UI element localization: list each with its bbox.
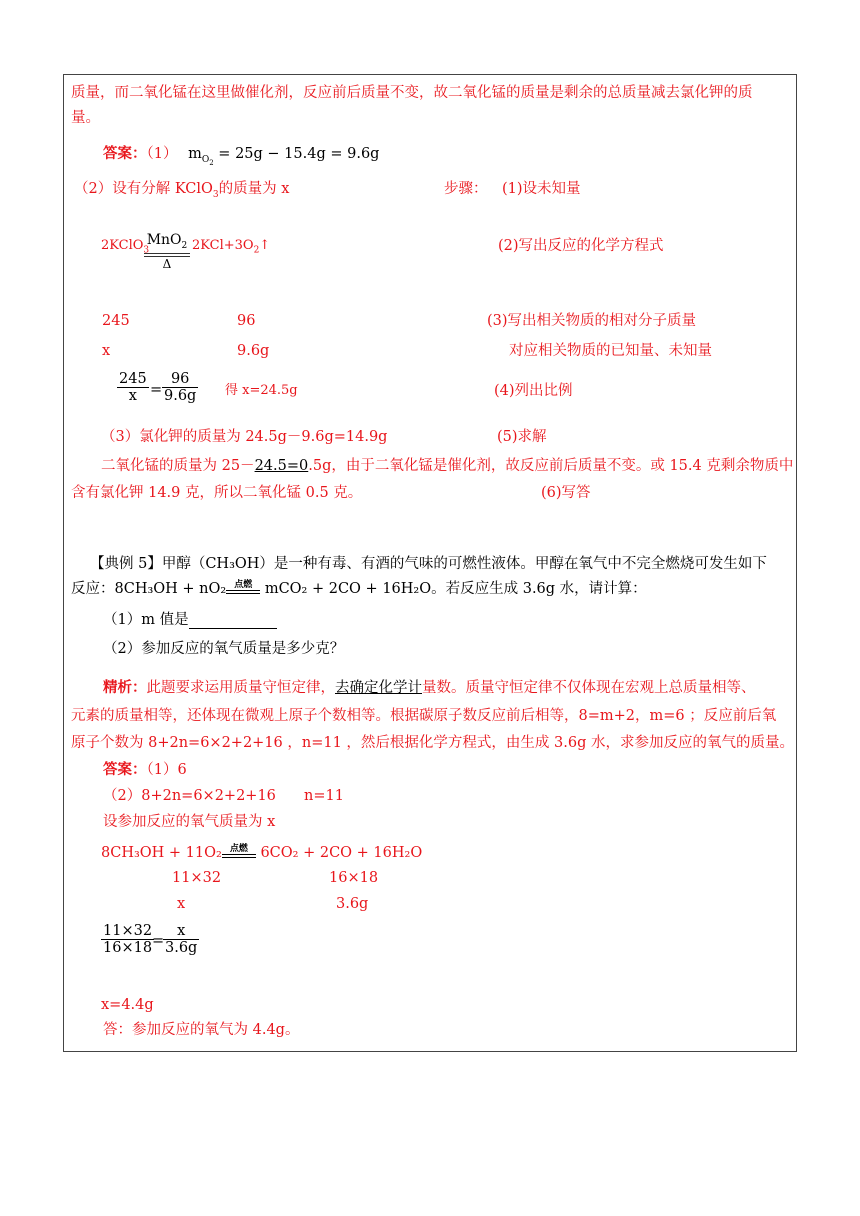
answer-3-line: （3）氯化钾的质量为 24.5g－9.6g=14.9g	[101, 429, 388, 445]
example-5-line2: 反应：8CH₃OH + nO₂ 点燃 mCO₂ + 2CO + 16H₂O。若反应生成 3.6g 水，请计算：	[71, 580, 647, 597]
known-o2-mass: 9.6g	[237, 343, 270, 359]
answer-5-line2: （2）8+2n=6×2+2+16	[103, 788, 276, 804]
answer-5-water: 3.6g	[336, 896, 369, 912]
o2-molar-mass: 96	[237, 313, 256, 329]
reaction-1-right: $2KCl+3O_2↑$	[192, 238, 271, 256]
answer-5-n-value: n=11	[304, 788, 344, 804]
proportion-2-left-fraction: $\frac{11\times 32}{16\times 18}$	[103, 923, 153, 956]
step-3b: 对应相关物质的已知量、未知量	[509, 343, 712, 359]
answer-5-equation: 8CH₃OH + 11O₂ 点燃 6CO₂ + 2CO + 16H₂O	[101, 844, 423, 861]
step-4: (4)列出比例	[494, 383, 573, 399]
mno2-mass-line2: 含有氯化钾 14.9 克，所以二氧化锰 0.5 克。	[71, 485, 363, 501]
proportion-2-right-fraction: $\frac{x}{3.6g}$	[165, 923, 198, 956]
answer-2-line: （2）设有分解 KClO$_3$的质量为 x	[74, 181, 290, 200]
answer-5-h2o-mass: 16×18	[329, 870, 379, 886]
ignite-condition: 点燃	[226, 581, 260, 598]
kclo3-molar-mass: 245	[102, 313, 130, 329]
question-1: （1）m 值是	[103, 611, 277, 629]
analysis-line1: 精析：此题要求运用质量守恒定律，去确定化学计量数。质量守恒定律不仅体现在宏观上总质量相等、	[103, 679, 756, 696]
answer-5-x: x	[177, 896, 186, 912]
answer-label: 答案：	[103, 145, 147, 162]
answer-5-line1: 答案：（1）6	[103, 761, 187, 778]
proportion-2-equals: =	[152, 933, 165, 949]
proportion-1-left-fraction: $\frac{245}{x}$	[119, 371, 147, 404]
reaction-1-left: 2KClO$_3$	[101, 238, 150, 256]
analysis-continuation-line2: 量。	[71, 110, 100, 126]
analysis-line2: 元素的质量相等，还体现在微观上原子个数相等。根据碳原子数反应前后相等，8=m+2，m=6 ；反应前后氧	[71, 708, 777, 724]
answer-1-line	[103, 145, 379, 172]
question-2: （2）参加反应的氧气质量是多少克？	[103, 641, 345, 657]
answer-5-result: x=4.4g	[101, 997, 154, 1013]
step-1: (1)设未知量	[502, 181, 581, 197]
step-5: (5)求解	[497, 429, 547, 445]
answer-box-top-border	[63, 74, 797, 75]
analysis-continuation-line1: 质量，而二氧化锰在这里做催化剂，反应前后质量不变，故二氧化锰的质量是剩余的总质量减去氯化钾的质	[71, 85, 753, 101]
answer-5-o2-mass: 11×32	[172, 870, 222, 886]
analysis-line3: 原子个数为 8+2n=6×2+2+16 ，n=11 ，然后根据化学方程式，由生成 3.6g 水，求参加反应的氧气的质量。	[71, 735, 794, 751]
proportion-1-result: 得 x=24.5g	[225, 383, 298, 398]
example-5-line1: 【典例 5】甲醇（CH₃OH）是一种有毒、有酒的气味的可燃性液体。甲醇在氧气中不完全燃烧可发生如下	[90, 556, 767, 572]
ignite-condition-2: 点燃	[222, 845, 256, 862]
step-6: (6)写答	[541, 485, 591, 501]
oxygen-mass-equation: $m_{O_2} = 25g - 15.4g = 9.6g$	[188, 146, 380, 167]
proportion-1-equals: =	[150, 382, 163, 398]
answer-5-set: 设参加反应的氧气质量为 x	[103, 814, 276, 830]
unknown-x: x	[102, 343, 111, 359]
answer-1-number: （1）	[146, 146, 178, 162]
reaction-1-condition: MnO$_2$ Δ	[144, 233, 190, 271]
proportion-1-right-fraction: $\frac{96}{9.6g}$	[164, 371, 197, 404]
answer-blank[interactable]	[189, 614, 277, 629]
answer-5-final: 答：参加反应的氧气为 4.4g。	[103, 1022, 300, 1038]
steps-label: 步骤：	[444, 181, 488, 197]
mno2-mass-line1: 二氧化锰的质量为 25－24.5=0.5g，由于二氧化锰是催化剂，故反应前后质量不变。或 15.4 克剩余物质中	[101, 458, 794, 474]
step-2: (2)写出反应的化学方程式	[498, 238, 664, 254]
step-3: (3)写出相关物质的相对分子质量	[487, 313, 697, 329]
